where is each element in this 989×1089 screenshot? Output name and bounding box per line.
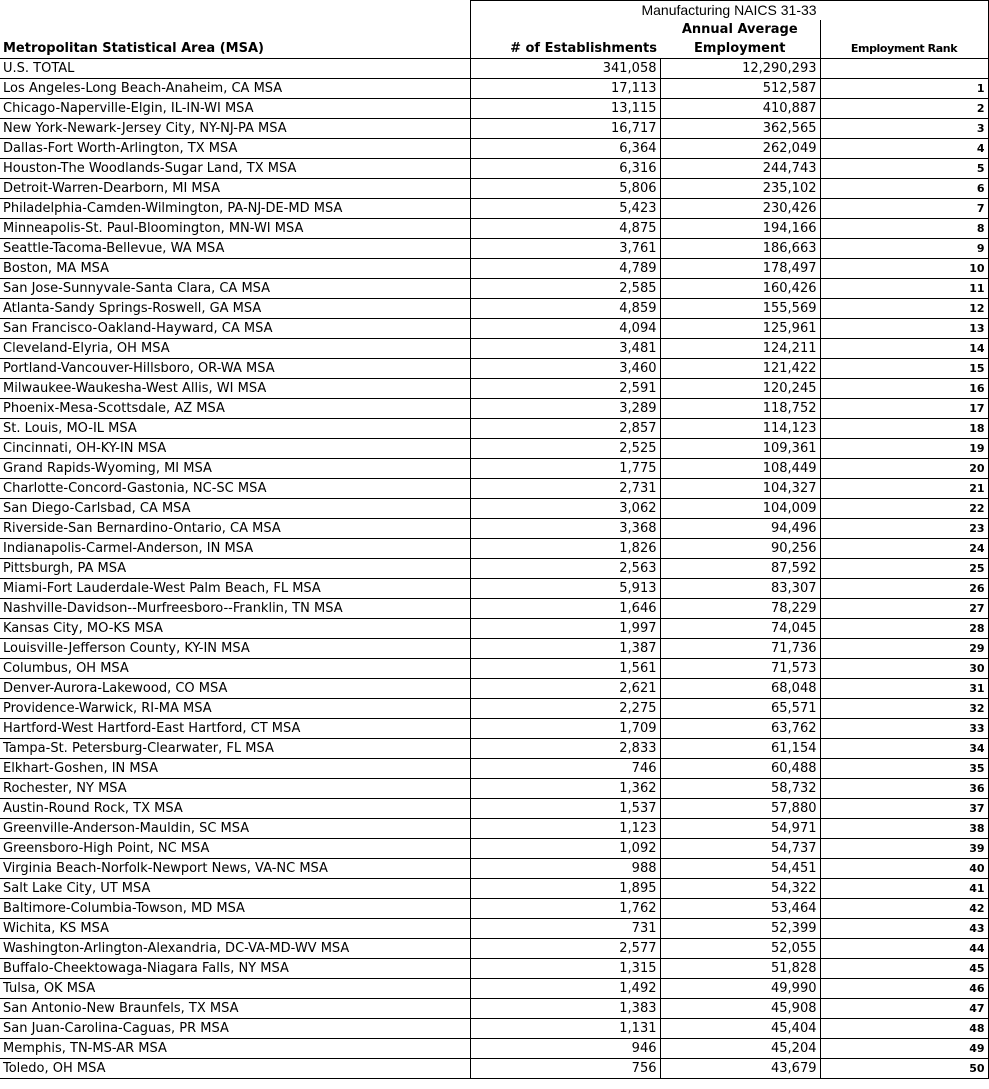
rank-cell: 38 — [820, 819, 988, 839]
establishments-cell: 4,789 — [470, 259, 660, 279]
msa-cell: San Francisco-Oakland-Hayward, CA MSA — [0, 319, 470, 339]
msa-cell: San Juan-Carolina-Caguas, PR MSA — [0, 1019, 470, 1039]
rank-cell: 19 — [820, 439, 988, 459]
msa-cell: Columbus, OH MSA — [0, 659, 470, 679]
establishments-cell: 746 — [470, 759, 660, 779]
rank-cell: 36 — [820, 779, 988, 799]
table-row — [0, 599, 988, 619]
msa-cell: Providence-Warwick, RI-MA MSA — [0, 699, 470, 719]
employment-cell: 53,464 — [660, 899, 820, 919]
rank-cell: 8 — [820, 219, 988, 239]
table-row — [0, 499, 988, 519]
establishments-cell: 2,591 — [470, 379, 660, 399]
rank-cell: 23 — [820, 519, 988, 539]
establishments-cell: 2,857 — [470, 419, 660, 439]
employment-cell: 49,990 — [660, 979, 820, 999]
rank-cell: 47 — [820, 999, 988, 1019]
group-title: Manufacturing NAICS 31-33 — [470, 1, 988, 21]
employment-cell: 114,123 — [660, 419, 820, 439]
table-row — [0, 939, 988, 959]
establishments-cell: 946 — [470, 1039, 660, 1059]
rank-cell: 45 — [820, 959, 988, 979]
employment-cell: 512,587 — [660, 79, 820, 99]
rank-cell: 4 — [820, 139, 988, 159]
employment-cell: 235,102 — [660, 179, 820, 199]
employment-cell: 125,961 — [660, 319, 820, 339]
table-row — [0, 559, 988, 579]
rank-cell: 26 — [820, 579, 988, 599]
employment-cell: 52,399 — [660, 919, 820, 939]
table-row — [0, 959, 988, 979]
table-row — [0, 339, 988, 359]
msa-cell: Greensboro-High Point, NC MSA — [0, 839, 470, 859]
table-row — [0, 839, 988, 859]
table-row — [0, 419, 988, 439]
msa-cell: Buffalo-Cheektowaga-Niagara Falls, NY MSA — [0, 959, 470, 979]
rank-cell: 24 — [820, 539, 988, 559]
rank-cell: 3 — [820, 119, 988, 139]
msa-cell: Cincinnati, OH-KY-IN MSA — [0, 439, 470, 459]
employment-cell: 60,488 — [660, 759, 820, 779]
establishments-cell: 6,316 — [470, 159, 660, 179]
table-row — [0, 399, 988, 419]
establishments-cell: 1,826 — [470, 539, 660, 559]
msa-cell: Indianapolis-Carmel-Anderson, IN MSA — [0, 539, 470, 559]
rank-cell: 42 — [820, 899, 988, 919]
msa-cell: Austin-Round Rock, TX MSA — [0, 799, 470, 819]
establishments-cell: 2,731 — [470, 479, 660, 499]
rank-cell: 50 — [820, 1059, 988, 1079]
msa-cell: Portland-Vancouver-Hillsboro, OR-WA MSA — [0, 359, 470, 379]
table-row — [0, 519, 988, 539]
table-row — [0, 99, 988, 119]
establishments-cell: 1,709 — [470, 719, 660, 739]
msa-cell: Washington-Arlington-Alexandria, DC-VA-MD-WV MSA — [0, 939, 470, 959]
rank-cell: 16 — [820, 379, 988, 399]
rank-cell: 6 — [820, 179, 988, 199]
msa-cell: Louisville-Jefferson County, KY-IN MSA — [0, 639, 470, 659]
rank-cell: 44 — [820, 939, 988, 959]
employment-cell: 362,565 — [660, 119, 820, 139]
employment-cell: 120,245 — [660, 379, 820, 399]
table-row — [0, 659, 988, 679]
total-rank — [820, 59, 988, 79]
msa-cell: Chicago-Naperville-Elgin, IL-IN-WI MSA — [0, 99, 470, 119]
msa-cell: Milwaukee-Waukesha-West Allis, WI MSA — [0, 379, 470, 399]
rank-cell: 34 — [820, 739, 988, 759]
rank-cell: 17 — [820, 399, 988, 419]
establishments-cell: 3,368 — [470, 519, 660, 539]
table-row — [0, 199, 988, 219]
establishments-cell: 3,062 — [470, 499, 660, 519]
total-msa: U.S. TOTAL — [0, 59, 470, 79]
group-header-row — [0, 1, 988, 21]
table-row — [0, 539, 988, 559]
msa-cell: Nashville-Davidson--Murfreesboro--Franklin, TN MSA — [0, 599, 470, 619]
establishments-cell: 6,364 — [470, 139, 660, 159]
establishments-cell: 1,492 — [470, 979, 660, 999]
rank-cell: 21 — [820, 479, 988, 499]
table-row — [0, 1039, 988, 1059]
msa-cell: Denver-Aurora-Lakewood, CO MSA — [0, 679, 470, 699]
employment-cell: 68,048 — [660, 679, 820, 699]
employment-cell: 45,204 — [660, 1039, 820, 1059]
employment-cell: 178,497 — [660, 259, 820, 279]
msa-cell: San Diego-Carlsbad, CA MSA — [0, 499, 470, 519]
msa-cell: Boston, MA MSA — [0, 259, 470, 279]
rank-cell: 30 — [820, 659, 988, 679]
msa-cell: Riverside-San Bernardino-Ontario, CA MSA — [0, 519, 470, 539]
table-row — [0, 639, 988, 659]
msa-cell: Elkhart-Goshen, IN MSA — [0, 759, 470, 779]
msa-cell: Pittsburgh, PA MSA — [0, 559, 470, 579]
employment-cell: 57,880 — [660, 799, 820, 819]
table-row — [0, 219, 988, 239]
table-row — [0, 699, 988, 719]
msa-cell: New York-Newark-Jersey City, NY-NJ-PA MSA — [0, 119, 470, 139]
establishments-cell: 731 — [470, 919, 660, 939]
establishments-cell: 3,289 — [470, 399, 660, 419]
employment-cell: 58,732 — [660, 779, 820, 799]
rank-cell: 25 — [820, 559, 988, 579]
employment-cell: 83,307 — [660, 579, 820, 599]
establishments-cell: 4,859 — [470, 299, 660, 319]
msa-cell: Grand Rapids-Wyoming, MI MSA — [0, 459, 470, 479]
establishments-cell: 1,383 — [470, 999, 660, 1019]
rank-cell: 7 — [820, 199, 988, 219]
rank-cell: 37 — [820, 799, 988, 819]
msa-cell: Hartford-West Hartford-East Hartford, CT MSA — [0, 719, 470, 739]
table-row — [0, 819, 988, 839]
msa-cell: Dallas-Fort Worth-Arlington, TX MSA — [0, 139, 470, 159]
table-row — [0, 119, 988, 139]
establishments-cell: 2,577 — [470, 939, 660, 959]
rank-cell: 27 — [820, 599, 988, 619]
employment-cell: 262,049 — [660, 139, 820, 159]
msa-cell: Philadelphia-Camden-Wilmington, PA-NJ-DE-MD MSA — [0, 199, 470, 219]
employment-cell: 54,322 — [660, 879, 820, 899]
table-row — [0, 759, 988, 779]
msa-cell: Phoenix-Mesa-Scottsdale, AZ MSA — [0, 399, 470, 419]
msa-cell: Detroit-Warren-Dearborn, MI MSA — [0, 179, 470, 199]
employment-cell: 45,404 — [660, 1019, 820, 1039]
establishments-cell: 4,875 — [470, 219, 660, 239]
msa-cell: Cleveland-Elyria, OH MSA — [0, 339, 470, 359]
table-row — [0, 919, 988, 939]
employment-cell: 124,211 — [660, 339, 820, 359]
employment-cell: 65,571 — [660, 699, 820, 719]
table-row — [0, 299, 988, 319]
employment-cell: 51,828 — [660, 959, 820, 979]
rank-cell: 22 — [820, 499, 988, 519]
msa-cell: Seattle-Tacoma-Bellevue, WA MSA — [0, 239, 470, 259]
establishments-cell: 1,131 — [470, 1019, 660, 1039]
establishments-cell: 1,775 — [470, 459, 660, 479]
table-row — [0, 139, 988, 159]
rank-cell: 15 — [820, 359, 988, 379]
establishments-cell: 3,761 — [470, 239, 660, 259]
msa-cell: Virginia Beach-Norfolk-Newport News, VA-NC MSA — [0, 859, 470, 879]
rank-cell: 31 — [820, 679, 988, 699]
establishments-cell: 988 — [470, 859, 660, 879]
establishments-cell: 3,481 — [470, 339, 660, 359]
rank-cell: 14 — [820, 339, 988, 359]
msa-cell: San Jose-Sunnyvale-Santa Clara, CA MSA — [0, 279, 470, 299]
employment-cell: 155,569 — [660, 299, 820, 319]
column-header-employment-line2: Employment — [694, 41, 786, 56]
employment-cell: 61,154 — [660, 739, 820, 759]
employment-cell: 160,426 — [660, 279, 820, 299]
rank-cell: 11 — [820, 279, 988, 299]
establishments-cell: 5,913 — [470, 579, 660, 599]
establishments-cell: 2,833 — [470, 739, 660, 759]
table-row — [0, 1059, 988, 1079]
msa-cell: Wichita, KS MSA — [0, 919, 470, 939]
establishments-cell: 1,537 — [470, 799, 660, 819]
table-row — [0, 679, 988, 699]
msa-cell: Minneapolis-St. Paul-Bloomington, MN-WI MSA — [0, 219, 470, 239]
rank-cell: 46 — [820, 979, 988, 999]
establishments-cell: 1,387 — [470, 639, 660, 659]
rank-cell: 33 — [820, 719, 988, 739]
column-header-employment-line1: Annual Average — [681, 22, 798, 37]
total-row — [0, 59, 988, 79]
establishments-cell: 1,646 — [470, 599, 660, 619]
employment-cell: 118,752 — [660, 399, 820, 419]
total-employment: 12,290,293 — [660, 59, 820, 79]
table-row — [0, 579, 988, 599]
table-row — [0, 179, 988, 199]
column-header-establishments: # of Establishments — [470, 20, 660, 59]
table-row — [0, 459, 988, 479]
establishments-cell: 2,585 — [470, 279, 660, 299]
employment-cell: 90,256 — [660, 539, 820, 559]
employment-cell: 54,737 — [660, 839, 820, 859]
employment-cell: 410,887 — [660, 99, 820, 119]
table-row — [0, 719, 988, 739]
rank-cell: 28 — [820, 619, 988, 639]
blank-cell — [0, 1, 470, 21]
establishments-cell: 5,806 — [470, 179, 660, 199]
table-row — [0, 739, 988, 759]
establishments-cell: 1,123 — [470, 819, 660, 839]
establishments-cell: 16,717 — [470, 119, 660, 139]
employment-cell: 63,762 — [660, 719, 820, 739]
establishments-cell: 3,460 — [470, 359, 660, 379]
rank-cell: 20 — [820, 459, 988, 479]
employment-cell: 54,451 — [660, 859, 820, 879]
employment-cell: 104,009 — [660, 499, 820, 519]
establishments-cell: 17,113 — [470, 79, 660, 99]
table-row — [0, 359, 988, 379]
employment-cell: 104,327 — [660, 479, 820, 499]
msa-cell: Toledo, OH MSA — [0, 1059, 470, 1079]
msa-cell: Atlanta-Sandy Springs-Roswell, GA MSA — [0, 299, 470, 319]
employment-cell: 244,743 — [660, 159, 820, 179]
rank-cell: 35 — [820, 759, 988, 779]
table-row — [0, 259, 988, 279]
rank-cell: 9 — [820, 239, 988, 259]
table-row — [0, 319, 988, 339]
table-row — [0, 159, 988, 179]
table-row — [0, 479, 988, 499]
establishments-cell: 2,621 — [470, 679, 660, 699]
table-row — [0, 79, 988, 99]
table-row — [0, 239, 988, 259]
establishments-cell: 13,115 — [470, 99, 660, 119]
rank-cell: 5 — [820, 159, 988, 179]
msa-cell: Miami-Fort Lauderdale-West Palm Beach, FL MSA — [0, 579, 470, 599]
msa-cell: Charlotte-Concord-Gastonia, NC-SC MSA — [0, 479, 470, 499]
establishments-cell: 1,362 — [470, 779, 660, 799]
employment-cell: 230,426 — [660, 199, 820, 219]
rank-cell: 48 — [820, 1019, 988, 1039]
establishments-cell: 1,762 — [470, 899, 660, 919]
table-row — [0, 999, 988, 1019]
employment-cell: 109,361 — [660, 439, 820, 459]
msa-cell: Rochester, NY MSA — [0, 779, 470, 799]
msa-cell: Houston-The Woodlands-Sugar Land, TX MSA — [0, 159, 470, 179]
employment-cell: 78,229 — [660, 599, 820, 619]
table-row — [0, 779, 988, 799]
table-row — [0, 799, 988, 819]
rank-cell: 49 — [820, 1039, 988, 1059]
column-header-employment — [660, 20, 820, 59]
msa-cell: Tulsa, OK MSA — [0, 979, 470, 999]
establishments-cell: 2,525 — [470, 439, 660, 459]
rank-cell: 43 — [820, 919, 988, 939]
table-row — [0, 979, 988, 999]
establishments-cell: 5,423 — [470, 199, 660, 219]
establishments-cell: 2,275 — [470, 699, 660, 719]
table-row — [0, 879, 988, 899]
employment-cell: 43,679 — [660, 1059, 820, 1079]
msa-cell: San Antonio-New Braunfels, TX MSA — [0, 999, 470, 1019]
rank-cell: 12 — [820, 299, 988, 319]
establishments-cell: 1,561 — [470, 659, 660, 679]
employment-cell: 94,496 — [660, 519, 820, 539]
employment-cell: 71,573 — [660, 659, 820, 679]
establishments-cell: 1,315 — [470, 959, 660, 979]
table-row — [0, 1019, 988, 1039]
msa-cell: Baltimore-Columbia-Towson, MD MSA — [0, 899, 470, 919]
employment-cell: 186,663 — [660, 239, 820, 259]
employment-cell: 54,971 — [660, 819, 820, 839]
rank-cell: 29 — [820, 639, 988, 659]
rank-cell: 18 — [820, 419, 988, 439]
rank-cell: 32 — [820, 699, 988, 719]
employment-cell: 108,449 — [660, 459, 820, 479]
msa-cell: Kansas City, MO-KS MSA — [0, 619, 470, 639]
establishments-cell: 2,563 — [470, 559, 660, 579]
msa-cell: Tampa-St. Petersburg-Clearwater, FL MSA — [0, 739, 470, 759]
total-establishments: 341,058 — [470, 59, 660, 79]
msa-cell: Memphis, TN-MS-AR MSA — [0, 1039, 470, 1059]
employment-cell: 52,055 — [660, 939, 820, 959]
column-header-row — [0, 20, 988, 59]
column-header-msa: Metropolitan Statistical Area (MSA) — [0, 20, 470, 59]
table-row — [0, 379, 988, 399]
rank-cell: 1 — [820, 79, 988, 99]
msa-cell: Greenville-Anderson-Mauldin, SC MSA — [0, 819, 470, 839]
table-row — [0, 279, 988, 299]
employment-cell: 74,045 — [660, 619, 820, 639]
rank-cell: 39 — [820, 839, 988, 859]
establishments-cell: 1,092 — [470, 839, 660, 859]
employment-cell: 71,736 — [660, 639, 820, 659]
employment-cell: 194,166 — [660, 219, 820, 239]
establishments-cell: 756 — [470, 1059, 660, 1079]
rank-cell: 10 — [820, 259, 988, 279]
msa-cell: Salt Lake City, UT MSA — [0, 879, 470, 899]
rank-cell: 40 — [820, 859, 988, 879]
table-row — [0, 439, 988, 459]
establishments-cell: 1,997 — [470, 619, 660, 639]
establishments-cell: 1,895 — [470, 879, 660, 899]
msa-cell: Los Angeles-Long Beach-Anaheim, CA MSA — [0, 79, 470, 99]
table-row — [0, 859, 988, 879]
rank-cell: 41 — [820, 879, 988, 899]
employment-cell: 87,592 — [660, 559, 820, 579]
rank-cell: 13 — [820, 319, 988, 339]
table-row — [0, 899, 988, 919]
rank-cell: 2 — [820, 99, 988, 119]
employment-cell: 121,422 — [660, 359, 820, 379]
msa-cell: St. Louis, MO-IL MSA — [0, 419, 470, 439]
table-row — [0, 619, 988, 639]
establishments-cell: 4,094 — [470, 319, 660, 339]
employment-cell: 45,908 — [660, 999, 820, 1019]
column-header-rank: Employment Rank — [820, 20, 988, 59]
